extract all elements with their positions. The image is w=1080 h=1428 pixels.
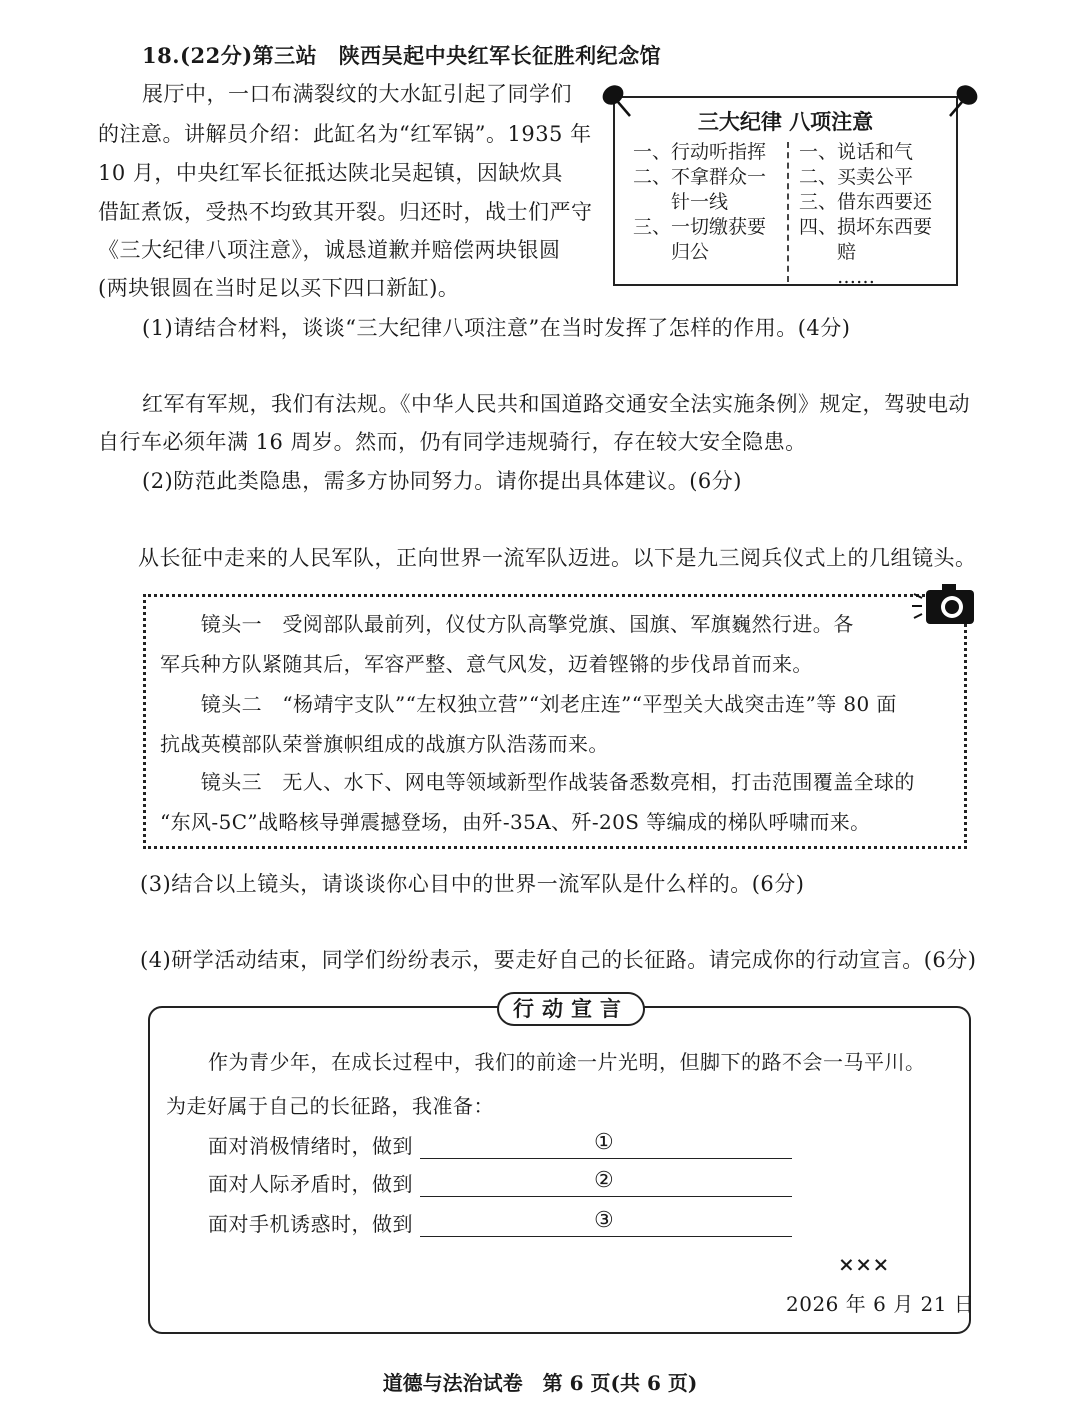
shot-line: 镜头三 无人、水下、网电等领域新型作战装备悉数亮相，打击范围覆盖全球的 (160, 770, 915, 794)
law-line-1: 红军有军规，我们有法规。《中华人民共和国道路交通安全法实施条例》规定，驾驶电动 (142, 392, 970, 416)
declaration-line-2: 为走好属于自己的长征路，我准备： (166, 1094, 494, 1118)
intro-line-6: (两块银圆在当时足以买下四口新缸)。 (98, 276, 460, 300)
intro-line-5: 《三大纪律八项注意》，诚恳道歉并赔偿两块银圆 (98, 238, 561, 262)
notice-right-line: 二、买卖公平 (799, 166, 914, 188)
page-footer: 道德与法治试卷 第 6 页(共 6 页) (382, 1371, 698, 1395)
shot-line: “东风-5C”战略核导弹震撼登场，由歼-35A、歼-20S 等编成的梯队呼啸而来。 (160, 810, 871, 834)
intro-line-4: 借缸煮饭，受热不均致其开裂。归还时，战士们严守 (98, 200, 593, 224)
declaration-item-1-label: 面对消极情绪时，做到 (208, 1134, 413, 1158)
notice-board-right-column (799, 140, 932, 290)
declaration-date: 2026 年 6 月 21 日 (786, 1292, 975, 1316)
declaration-title: 行动宣言 (497, 992, 645, 1026)
blank-number-3: ③ (594, 1208, 614, 1233)
blank-number-1: ① (594, 1130, 614, 1155)
notice-right-line: 三、借东西要还 (799, 191, 933, 213)
question-header: 18.(22分)第三站 陕西吴起中央红军长征胜利纪念馆 (142, 43, 662, 68)
shot-line: 抗战英模部队荣誉旗帜组成的战旗方队浩荡而来。 (160, 732, 609, 756)
sub-question-3: (3)结合以上镜头，请谈谈你心目中的世界一流军队是什么样的。(6分) (140, 872, 805, 896)
intro-line-1: 展厅中，一口布满裂纹的大水缸引起了同学们 (142, 82, 572, 106)
law-line-2: 自行车必须年满 16 周岁。然而，仍有同学违规骑行，存在较大安全隐患。 (98, 430, 807, 454)
declaration-item-2-label: 面对人际矛盾时，做到 (208, 1172, 413, 1196)
shot-line: 镜头二 “杨靖宇支队”“左权独立营”“刘老庄连”“平型关大战突击连”等 80 面 (160, 692, 897, 716)
shot-line: 军兵种方队紧随其后，军容严整、意气风发，迈着铿锵的步伐昂首而来。 (160, 652, 813, 676)
notice-left-line: 一、行动听指挥 (633, 141, 767, 163)
declaration-item-3-label: 面对手机诱惑时，做到 (208, 1212, 413, 1236)
notice-right-line: 一、说话和气 (799, 141, 914, 163)
notice-left-line: 二、不拿群众一 (633, 166, 767, 188)
notice-left-line: 针一线 (633, 191, 729, 213)
notice-right-line: 四、损坏东西要 (799, 216, 933, 238)
army-intro: 从长征中走来的人民军队，正向世界一流军队迈进。以下是九三阅兵仪式上的几组镜头。 (138, 546, 977, 570)
blank-number-2: ② (594, 1168, 614, 1193)
shot-line: 镜头一 受阅部队最前列，仪仗方队高擎党旗、国旗、军旗巍然行进。各 (160, 612, 854, 636)
intro-line-2: 的注意。讲解员介绍：此缸名为“红军锅”。1935 年 (98, 122, 592, 146)
notice-board-title: 三大纪律 八项注意 (697, 109, 874, 134)
notice-right-line: …… (799, 266, 876, 288)
pushpin-icon (940, 80, 984, 124)
notice-right-line: 赔 (799, 241, 857, 263)
notice-board-left-column (633, 140, 766, 265)
sub-question-1: (1)请结合材料，谈谈“三大纪律八项注意”在当时发挥了怎样的作用。(4分) (142, 316, 851, 340)
intro-line-3: 10 月，中央红军长征抵达陕北吴起镇，因缺炊具 (98, 161, 563, 185)
pushpin-icon (596, 80, 640, 124)
declaration-signature: ××× (838, 1252, 890, 1276)
sub-question-4: (4)研学活动结束，同学们纷纷表示，要走好自己的长征路。请完成你的行动宣言。(6分) (140, 948, 977, 972)
camera-icon (912, 578, 976, 630)
sub-question-2: (2)防范此类隐患，需多方协同努力。请你提出具体建议。(6分) (142, 469, 742, 493)
declaration-line-1: 作为青少年，在成长过程中，我们的前途一片光明，但脚下的路不会一马平川。 (208, 1050, 926, 1074)
discipline-notice-board (613, 96, 958, 286)
notice-left-line: 归公 (633, 241, 710, 263)
notice-board-divider (787, 142, 789, 282)
notice-left-line: 三、一切缴获要 (633, 216, 767, 238)
